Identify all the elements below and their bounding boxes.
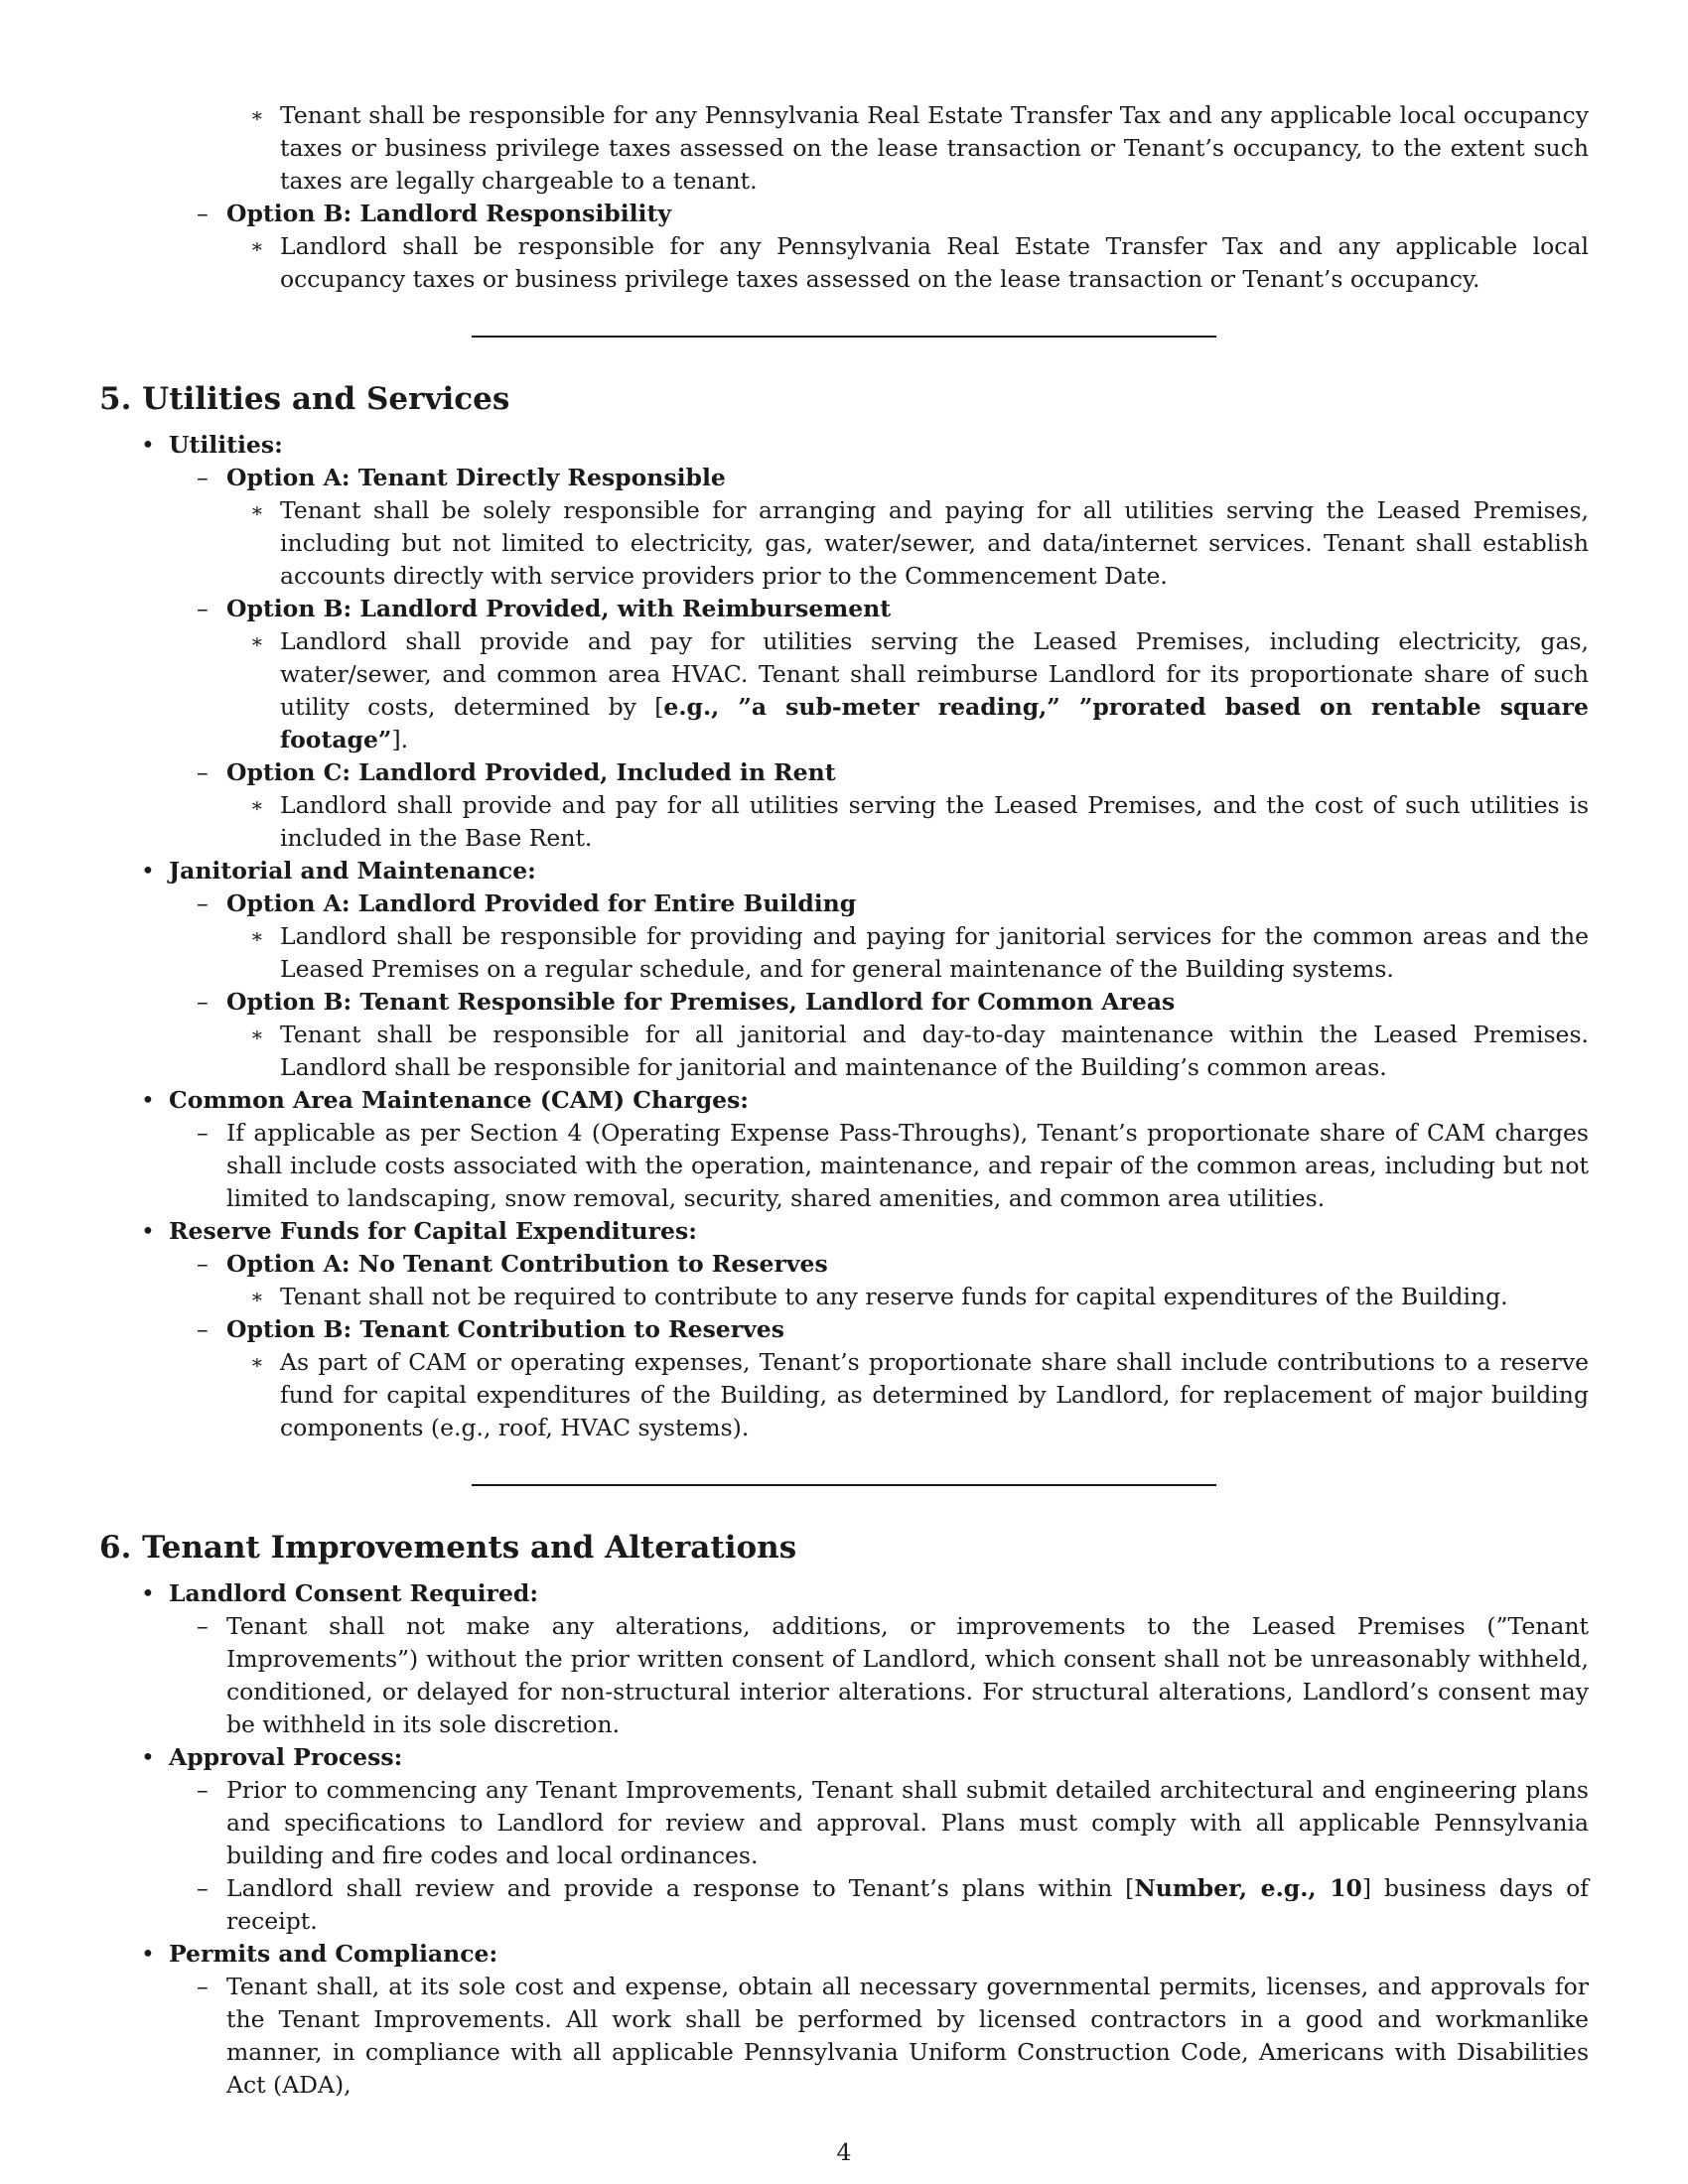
page-number: 4 [836,2138,852,2166]
reserve-option-a: – Option A: No Tenant Contribution to Reserves [226,1248,1589,1281]
utilities-item: • Utilities: [169,429,1589,462]
section-6-heading: 6. Tenant Improvements and Alterations [99,1530,797,1566]
star-marker: ∗ [250,793,264,817]
janitorial-option-a: – Option A: Landlord Provided for Entire Building [226,887,1589,920]
section-divider [99,296,1589,379]
page-content [99,99,1589,2102]
utilities-option-c: – Option C: Landlord Provided, Included in Rent [226,756,1589,789]
dash-marker: – [197,1250,209,1278]
bullet-marker: • [141,1940,155,1968]
cam-text: – If applicable as per Section 4 (Operating Expense Pass-Throughs), Tenant’s proportionate share of CAM charges shall include costs associated with the operation, maintenance, and repair of the common areas, including but not limited to landscaping, snow removal, security, shared amenities, and common area utilities. [197,1119,1589,1212]
dash-marker: – [197,758,209,786]
star-marker: ∗ [250,924,264,948]
bullet-marker: • [141,1579,155,1607]
janitorial-option-a-text: ∗ Landlord shall be responsible for providing and paying for janitorial services for the common areas and the Leased Premises on a regular schedule, and for general maintenance of the Building systems. [250,922,1589,983]
section-divider [99,1444,1589,1528]
star-marker: ∗ [250,1350,264,1374]
janitorial-option-b: – Option B: Tenant Responsible for Premises, Landlord for Common Areas [226,986,1589,1019]
section-5-heading: 5. Utilities and Services [99,381,510,417]
utilities-option-a-text: ∗ Tenant shall be solely responsible for arranging and paying for all utilities serving the Leased Premises, including but not limited to electricity, gas, water/sewer, and data/internet services. Tenant shall establish accounts directly with service providers prior to the Commencement Date. [250,496,1589,590]
janitorial-option-b-text: ∗ Tenant shall be responsible for all janitorial and day-to-day maintenance within the Leased Premises. Landlord shall be responsible for janitorial and maintenance of the Building’s common areas. [250,1021,1589,1081]
reserve-option-a-text: ∗ Tenant shall not be required to contribute to any reserve funds for capital expenditures of the Building. [280,1281,1589,1313]
star-marker: ∗ [250,103,264,127]
dash-marker: – [197,1973,209,2000]
bullet-marker: • [141,857,155,885]
approval-text-1: – Prior to commencing any Tenant Improvements, Tenant shall submit detailed architectural and engineering plans and specifications to Landlord for review and approval. Plans must comply with all applicable Pennsylvania building and fire codes and local ordinances. [197,1776,1589,1869]
reserve-option-b-text: ∗ As part of CAM or operating expenses, Tenant’s proportionate share shall include contributions to a reserve fund for capital expenditures of the Building, as determined by Landlord, for replacement of major building components (e.g., roof, HVAC systems). [250,1348,1589,1441]
consent-item: • Landlord Consent Required: [169,1577,1589,1610]
reserve-option-b: – Option B: Tenant Contribution to Reserves [226,1313,1589,1346]
utilities-option-c-text: ∗ Landlord shall provide and pay for all utilities serving the Leased Premises, and the cost of such utilities is included in the Base Rent. [250,791,1589,852]
dash-marker: – [197,200,209,227]
utilities-option-b: – Option B: Landlord Provided, with Reimbursement [226,593,1589,625]
star-marker: ∗ [250,234,264,258]
bullet-marker: • [141,1217,155,1245]
star-marker: ∗ [250,1285,264,1308]
janitorial-item: • Janitorial and Maintenance: [169,855,1589,887]
star-marker: ∗ [250,498,264,522]
consent-text: – Tenant shall not make any alterations, additions, or improvements to the Leased Premises (”Tenant Improvements”) without the prior written consent of Landlord, which consent shall not be unreasonably withheld, conditioned, or delayed for non-structural interior alterations. For structural alterations, Landlord’s consent may be withheld in its sole discretion. [197,1612,1589,1738]
dash-marker: – [197,1315,209,1343]
dash-marker: – [197,595,209,622]
reserve-item: • Reserve Funds for Capital Expenditures: [169,1215,1589,1248]
bullet-marker: • [141,1743,155,1771]
bullet-marker: • [141,431,155,459]
bullet-marker: • [141,1086,155,1114]
approval-item: • Approval Process: [169,1741,1589,1774]
approval-text-2: – Landlord shall review and provide a response to Tenant’s plans within [Number, e.g., 10] business days of receipt. [197,1874,1589,1935]
utilities-option-a: – Option A: Tenant Directly Responsible [226,462,1589,494]
dash-marker: – [197,464,209,491]
dash-marker: – [197,1776,209,1804]
dash-marker: – [197,1612,209,1640]
cam-item: • Common Area Maintenance (CAM) Charges: [169,1084,1589,1117]
dash-marker: – [197,889,209,917]
utilities-option-b-text: ∗ Landlord shall provide and pay for utilities serving the Leased Premises, including electricity, gas, water/sewer, and common area HVAC. Tenant shall reimburse Landlord for its proportionate share of such utility costs, determined by [e.g., ”a sub-meter reading,” ”prorated based on rentable square footage”]. [250,627,1590,753]
star-marker: ∗ [250,1023,264,1046]
tax-option-a-text: ∗ Tenant shall be responsible for any Pennsylvania Real Estate Transfer Tax and any applicable local occupancy taxes or business privilege taxes assessed on the lease transaction or Tenant’s occupancy, to the extent such taxes are legally chargeable to a tenant. [250,101,1589,195]
tax-option-b-text: ∗ Landlord shall be responsible for any Pennsylvania Real Estate Transfer Tax and any applicable local occupancy taxes or business privilege taxes assessed on the lease transaction or Tenant’s occupancy. [250,232,1589,293]
permits-text: – Tenant shall, at its sole cost and expense, obtain all necessary governmental permits, licenses, and approvals for the Tenant Improvements. All work shall be performed by licensed contractors in a good and workmanlike manner, in compliance with all applicable Pennsylvania Uniform Construction Code, Americans with Disabilities Act (ADA), [197,1973,1589,2099]
star-marker: ∗ [250,629,264,653]
dash-marker: – [197,1874,209,1902]
tax-option-b: – Option B: Landlord Responsibility [226,198,1589,230]
dash-marker: – [197,988,209,1016]
permits-item: • Permits and Compliance: [169,1938,1589,1971]
dash-marker: – [197,1119,209,1147]
